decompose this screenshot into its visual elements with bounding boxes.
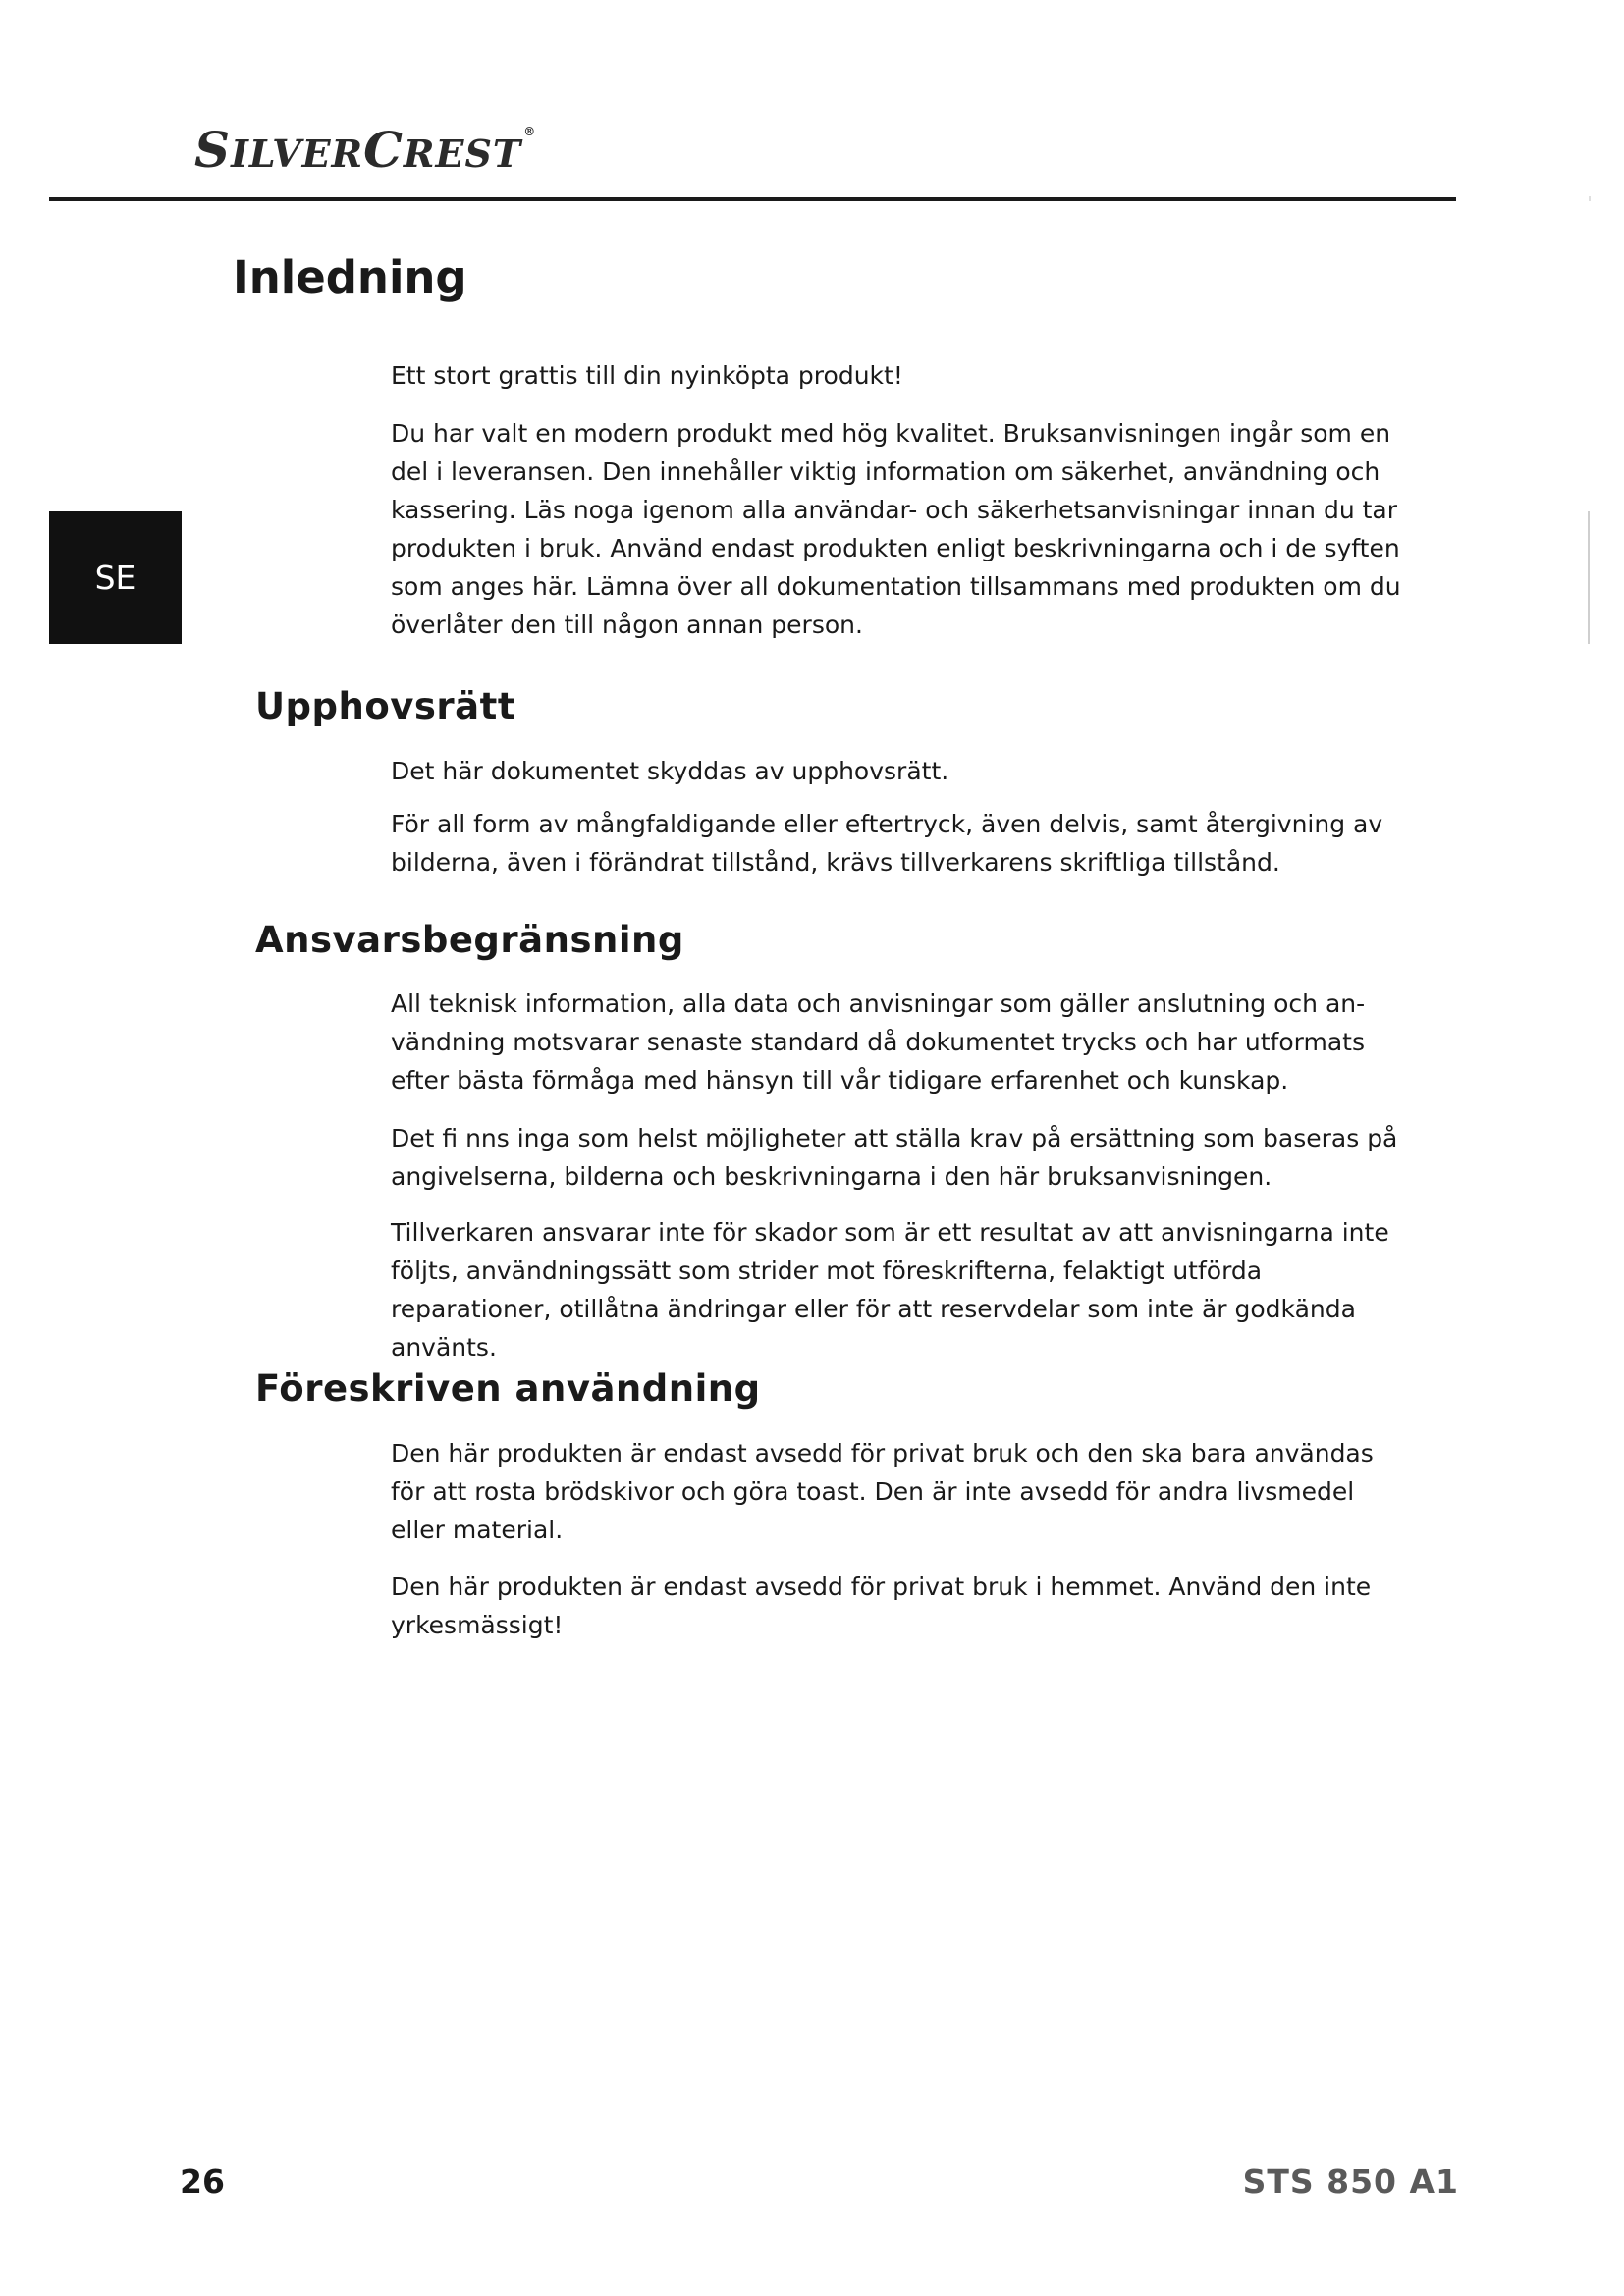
page-edge-mark [1588,511,1590,644]
section-title-intended-use: Föreskriven användning [255,1367,761,1410]
intended-use-paragraph: Den här produkten är endast avsedd för privat bruk och den ska bara användas för att rosta brödskivor och göra toast. Den är inte avsedd för andra livsmedel eller material. [391,1439,1374,1544]
intro-paragraph: Du har valt en modern produkt med hög kvalitet. Bruksanvisningen ingår som en del i leveransen. Den innehåller viktig information om säkerhet, användning och kassering. Läs noga igenom alla användar- och säkerhetsanvisningar innan du tar produkten i bruk. Använd endast produkten enligt beskrivningarna och i de syften som anges här. Lämna över all dokumentation tillsammans med produkten om du överlåter den till någon annan person. [391,419,1401,639]
copyright-paragraph: Det här dokumentet skyddas av upphovsrätt. [391,757,949,785]
section-title-liability: Ansvarsbegränsning [255,919,684,961]
intended-use-paragraph: Den här produkten är endast avsedd för privat bruk i hemmet. Använd den inte yrkesmässigt! [391,1573,1372,1639]
intro-paragraph: Ett stort grattis till din nyinköpta produkt! [391,361,903,390]
language-tab [49,511,182,644]
section-title-copyright: Upphovsrätt [255,685,516,727]
brand-logo: SILVERCREST ® [194,121,537,179]
liability-paragraph: Det fi nns inga som helst möjligheter att ställa krav på ersättning som baseras på angivelserna, bilderna och beskrivningarna i den här bruksanvisningen. [391,1124,1398,1191]
language-tab-label: SE [94,559,136,597]
copyright-paragraph: För all form av mångfaldigande eller eftertryck, även delvis, samt återgivning av bilderna, även i förändrat tillstånd, krävs tillverkarens skriftliga tillstånd. [391,810,1383,877]
page-title: Inledning [233,251,467,303]
liability-paragraph: All teknisk information, alla data och anvisningar som gäller anslutning och an- vändning motsvarar senaste standard då dokumentet trycks och har utformats efter bästa förmåga med hänsyn till vår tidigare erfarenhet och kunskap. [391,989,1366,1095]
model-number: STS 850 A1 [1242,2163,1459,2201]
liability-paragraph: Tillverkaren ansvarar inte för skador som är ett resultat av att anvisningarna inte följts, användningssätt som strider mot föreskrifterna, felaktigt utförda reparationer, otillåtna ändringar eller för att reservdelar som inte är godkända använts. [391,1218,1389,1362]
header-divider [49,197,1456,201]
page-edge-mark-top [1589,196,1591,201]
page-number: 26 [180,2163,225,2201]
